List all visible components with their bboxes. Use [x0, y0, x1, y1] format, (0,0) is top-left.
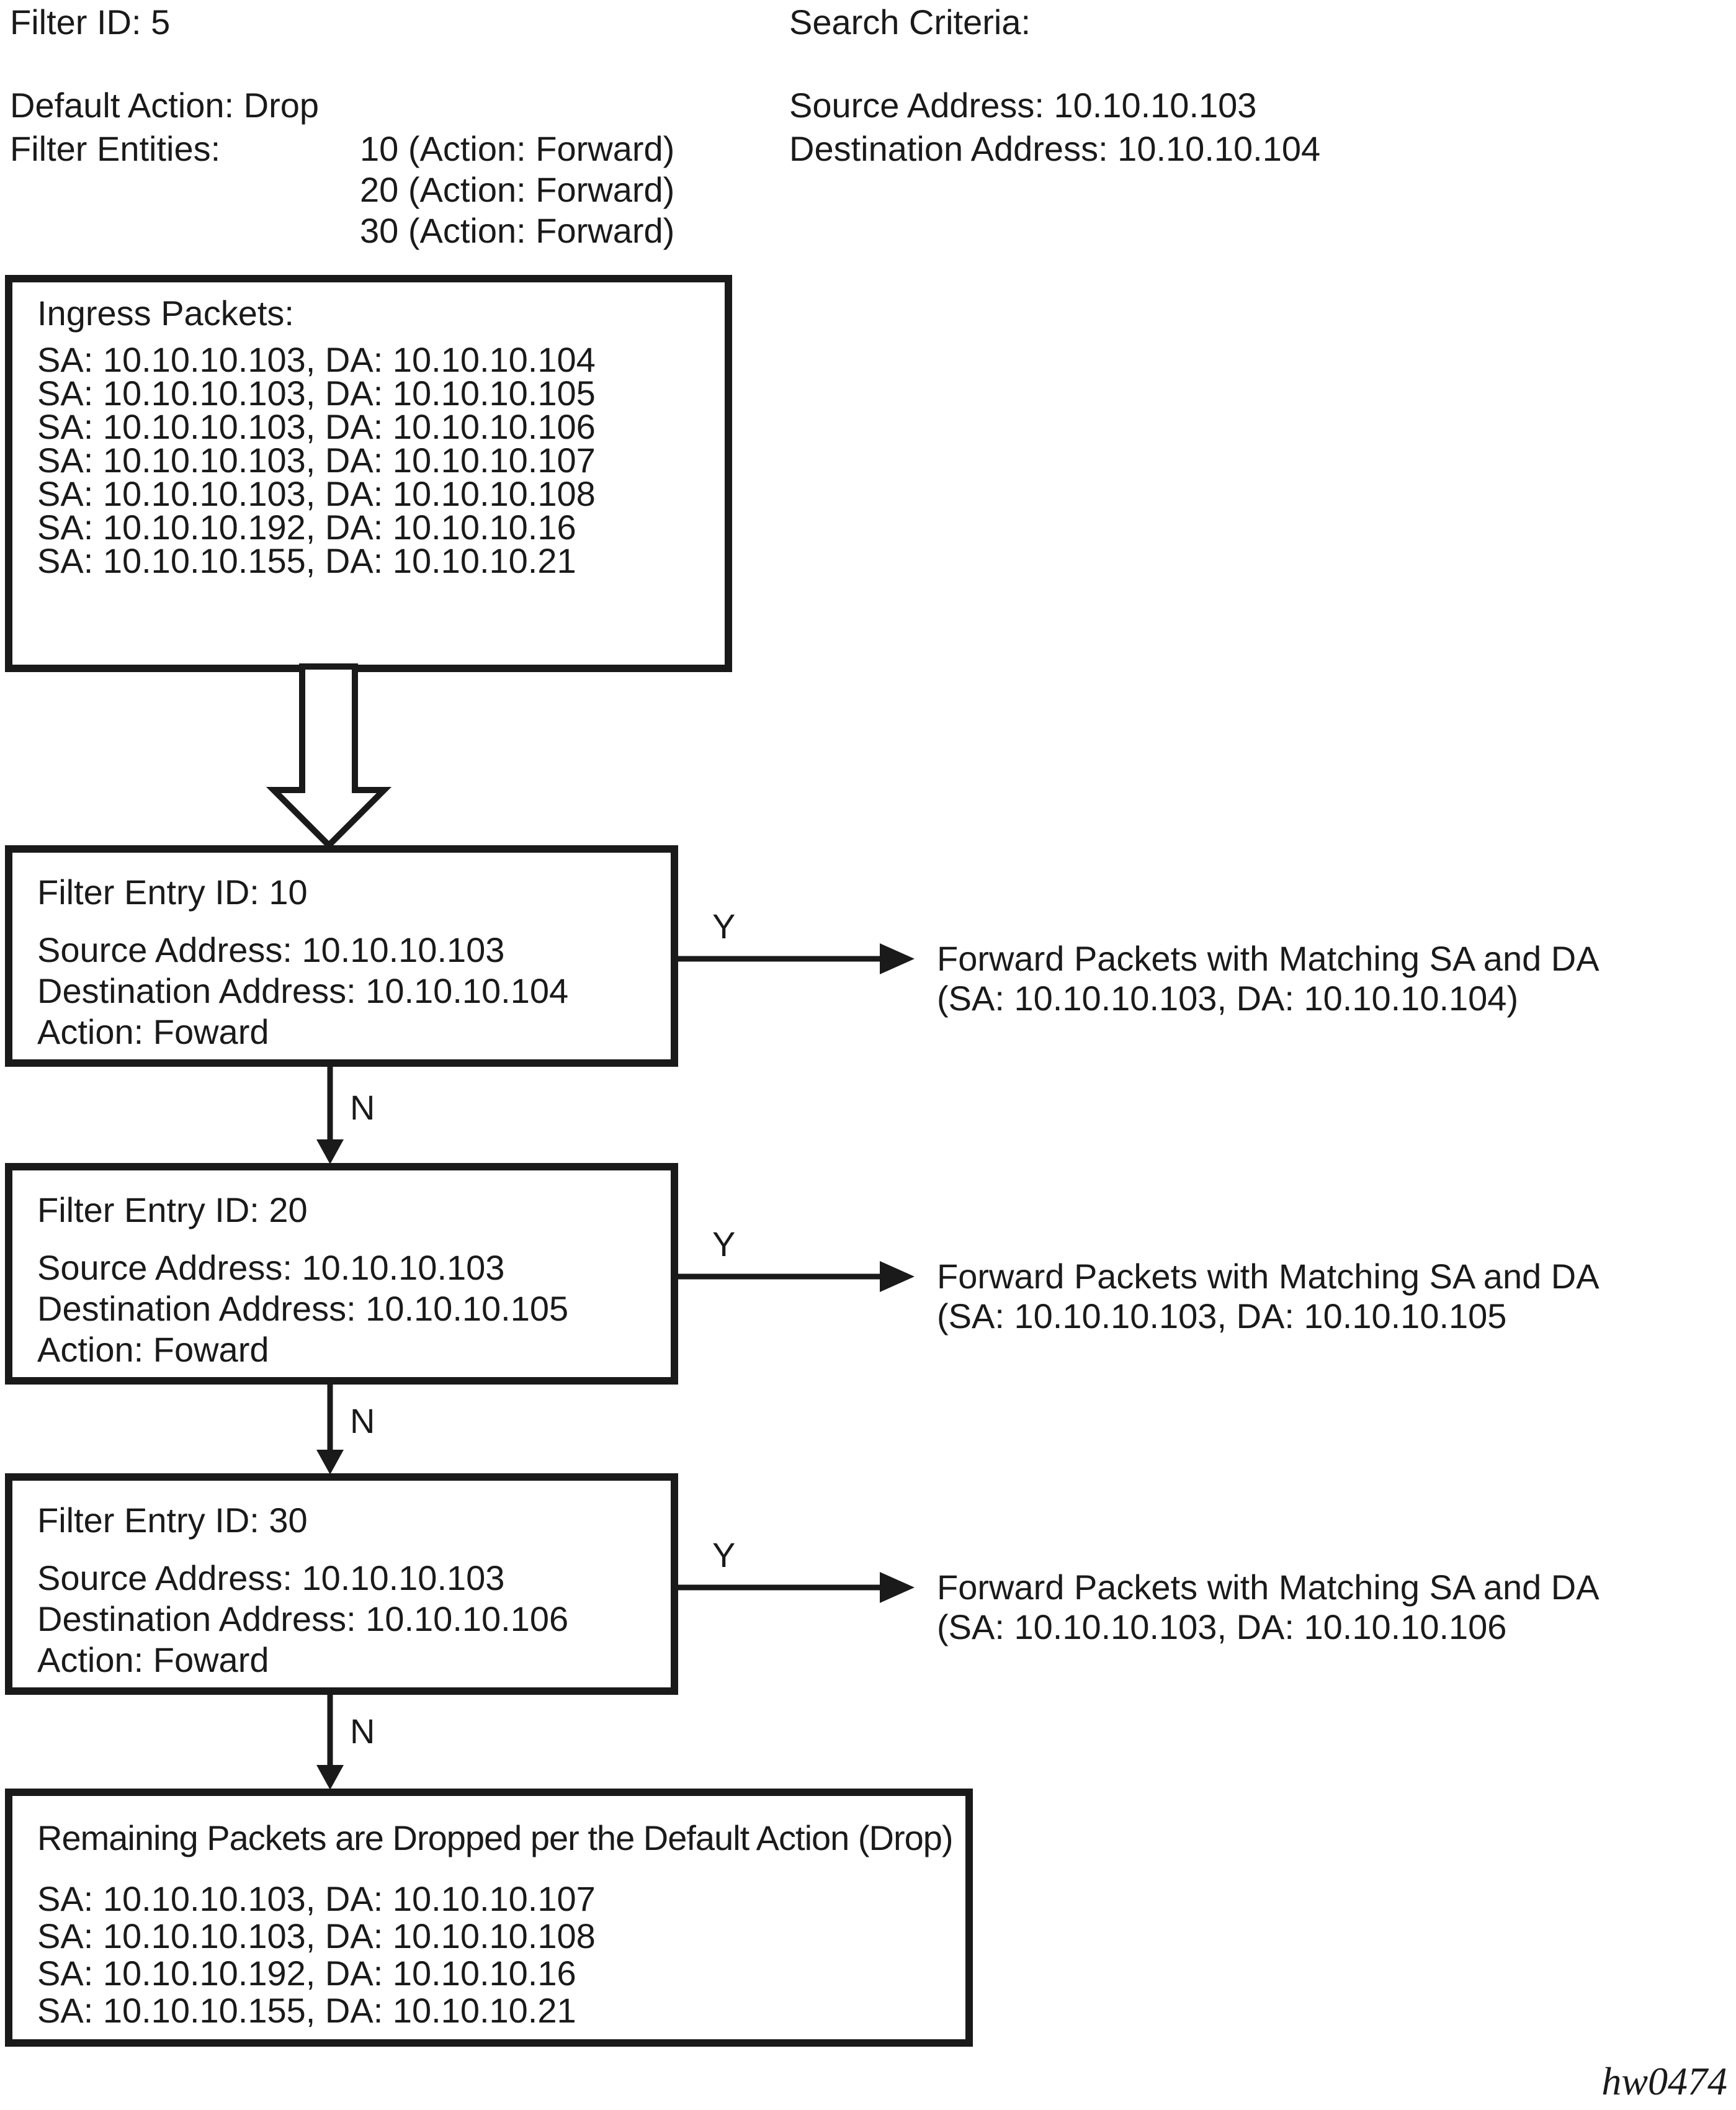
- packet-row: SA: 10.10.10.192, DA: 10.10.10.16: [37, 508, 576, 547]
- forward-result-line2: (SA: 10.10.10.103, DA: 10.10.10.104): [937, 979, 1519, 1018]
- filter-destination-address: Destination Address: 10.10.10.105: [37, 1289, 569, 1328]
- search-criteria-title: Search Criteria:: [789, 2, 1031, 42]
- forward-result-line2: (SA: 10.10.10.103, DA: 10.10.10.106: [937, 1607, 1507, 1646]
- filter-action: Action: Foward: [37, 1330, 269, 1369]
- filter-source-address: Source Address: 10.10.10.103: [37, 1558, 505, 1597]
- forward-result-line2: (SA: 10.10.10.103, DA: 10.10.10.105: [937, 1296, 1507, 1336]
- filter-entity-item: 20 (Action: Forward): [360, 170, 675, 209]
- dropped-packet-list: [37, 1880, 959, 2029]
- packet-row: SA: 10.10.10.103, DA: 10.10.10.105: [37, 374, 596, 413]
- yes-label-3: Y: [712, 1535, 736, 1574]
- no-label-1: N: [350, 1088, 375, 1127]
- search-destination-address: Destination Address: 10.10.10.104: [789, 129, 1321, 168]
- filter-entry-title: Filter Entry ID: 30: [37, 1501, 308, 1540]
- filter-entry-box-20: [5, 1163, 678, 1385]
- yes-label-2: Y: [712, 1224, 736, 1264]
- no-label-2: N: [350, 1401, 375, 1440]
- filter-entry-box-30: [5, 1473, 678, 1695]
- filter-entity-item: 10 (Action: Forward): [360, 129, 675, 168]
- filter-entities-list: [360, 128, 674, 251]
- packet-row: SA: 10.10.10.155, DA: 10.10.10.21: [37, 1991, 576, 2030]
- ingress-flow-arrow: [274, 667, 384, 845]
- ingress-packet-list: [37, 340, 718, 580]
- figure-id-watermark: hw0474: [1601, 2059, 1727, 2103]
- packet-row: SA: 10.10.10.103, DA: 10.10.10.108: [37, 1916, 596, 1955]
- filter-source-address: Source Address: 10.10.10.103: [37, 1248, 505, 1287]
- packet-row: SA: 10.10.10.103, DA: 10.10.10.104: [37, 340, 596, 379]
- filter-entry-details: [37, 930, 664, 1053]
- filter-entry-title: Filter Entry ID: 20: [37, 1190, 308, 1229]
- drop-box-title: Remaining Packets are Dropped per the Default Action (Drop): [37, 1818, 953, 1857]
- packet-row: SA: 10.10.10.103, DA: 10.10.10.107: [37, 441, 596, 480]
- filter-entry-title: Filter Entry ID: 10: [37, 873, 308, 912]
- filter-id-text: Filter ID: 5: [10, 2, 171, 42]
- packet-row: SA: 10.10.10.103, DA: 10.10.10.108: [37, 474, 596, 513]
- no-arrow-1: [316, 1064, 344, 1164]
- packet-row: SA: 10.10.10.192, DA: 10.10.10.16: [37, 1954, 576, 1993]
- filter-destination-address: Destination Address: 10.10.10.104: [37, 971, 569, 1010]
- search-source-address: Source Address: 10.10.10.103: [789, 86, 1257, 125]
- filter-entities-label: Filter Entities:: [10, 129, 221, 168]
- forward-result-line1: Forward Packets with Matching SA and DA: [937, 1568, 1600, 1607]
- filter-action: Action: Foward: [37, 1012, 269, 1051]
- forward-result-line1: Forward Packets with Matching SA and DA: [937, 1257, 1600, 1296]
- yes-label-1: Y: [712, 907, 736, 946]
- no-arrow-2: [316, 1383, 344, 1475]
- yes-arrow-2: [678, 1261, 915, 1292]
- yes-arrow-3: [678, 1572, 915, 1603]
- no-arrow-3: [316, 1693, 344, 1790]
- forward-result-line1: Forward Packets with Matching SA and DA: [937, 939, 1600, 978]
- forward-result-3: [937, 1568, 1600, 1647]
- default-action-text: Default Action: Drop: [10, 86, 320, 125]
- forward-result-1: [937, 939, 1600, 1018]
- ingress-box-title: Ingress Packets:: [37, 294, 294, 333]
- filter-entry-details: [37, 1558, 664, 1681]
- packet-row: SA: 10.10.10.155, DA: 10.10.10.21: [37, 541, 576, 580]
- filter-entity-item: 30 (Action: Forward): [360, 211, 675, 250]
- filter-action: Action: Foward: [37, 1640, 269, 1679]
- ingress-packets-box: [5, 275, 732, 672]
- packet-row: SA: 10.10.10.103, DA: 10.10.10.107: [37, 1879, 596, 1918]
- no-label-3: N: [350, 1712, 375, 1751]
- filter-entry-details: [37, 1247, 664, 1370]
- default-drop-box: [5, 1789, 973, 2047]
- filter-destination-address: Destination Address: 10.10.10.106: [37, 1599, 569, 1638]
- filter-entry-box-10: [5, 845, 678, 1067]
- filter-source-address: Source Address: 10.10.10.103: [37, 930, 505, 969]
- yes-arrow-1: [678, 943, 915, 974]
- packet-row: SA: 10.10.10.103, DA: 10.10.10.106: [37, 407, 596, 446]
- forward-result-2: [937, 1257, 1600, 1336]
